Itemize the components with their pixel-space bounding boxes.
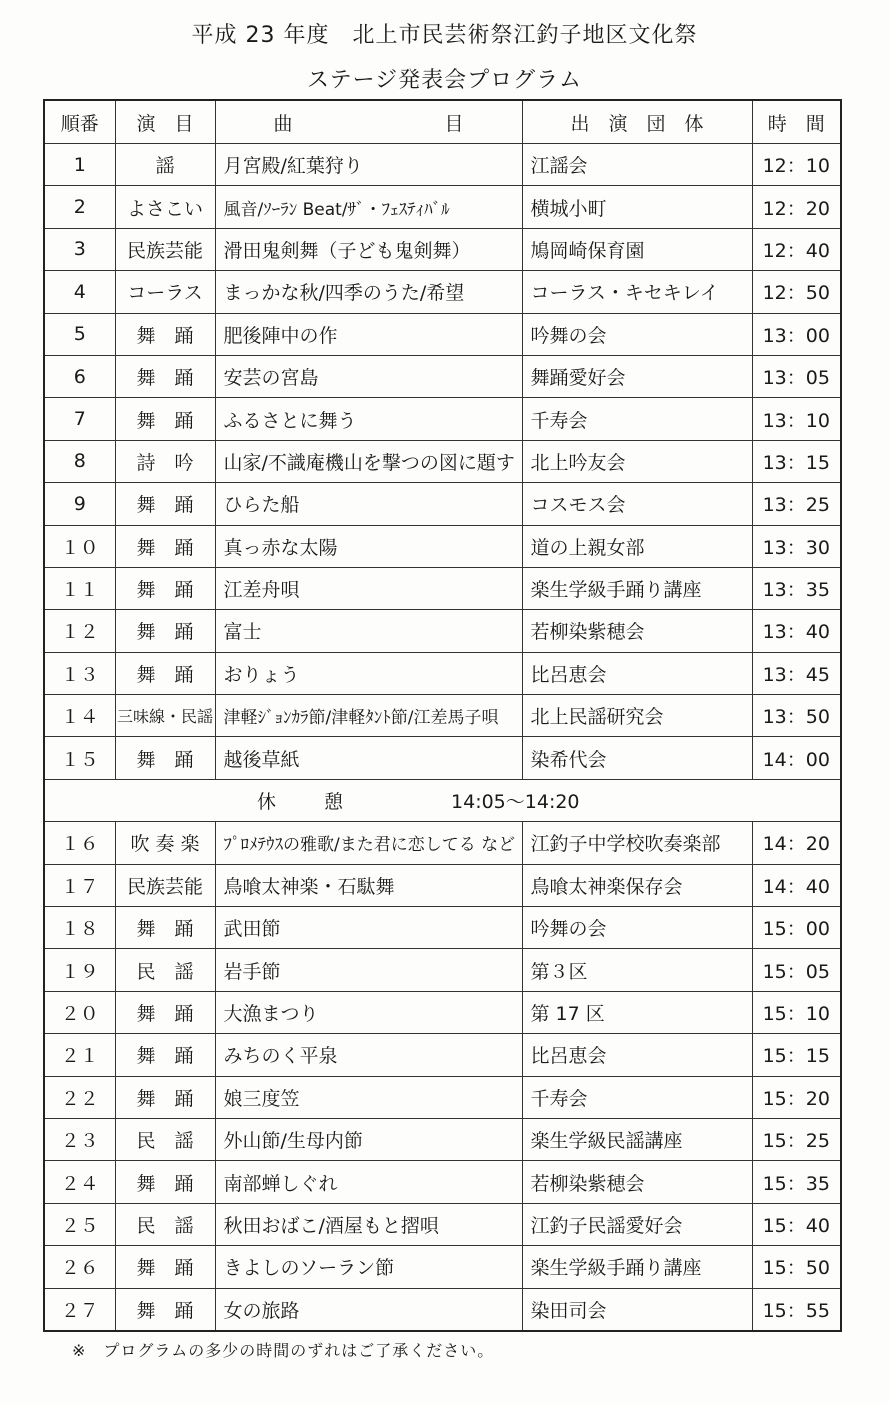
table-row [44,695,841,737]
event-cell: 吹 奏 楽 [115,822,215,864]
table-row [44,525,841,567]
time-cell: 15：20 [752,1076,841,1118]
time-cell: 13：40 [752,610,841,652]
time-cell: 14：00 [752,737,841,779]
music-cell: 風音/ｿｰﾗﾝ Beat/ｻﾞ・ﾌｪｽﾃｨﾊﾞﾙ [215,186,522,228]
music-cell: 武田節 [215,907,522,949]
event-cell: 舞 踊 [115,398,215,440]
event-cell: 舞 踊 [115,652,215,694]
time-cell: 15：40 [752,1203,841,1245]
table-row [44,271,841,313]
header-performer: 出 演 団 体 [522,100,752,144]
music-cell: 山家/不識庵機山を撃つの図に題す [215,440,522,482]
order-cell: 2 [44,186,115,228]
event-cell: 舞 踊 [115,355,215,397]
table-row [44,1161,841,1203]
performer-cell: 道の上親女部 [522,525,752,567]
music-cell: 岩手節 [215,949,522,991]
music-cell: おりょう [215,652,522,694]
time-cell: 13：25 [752,483,841,525]
event-cell: 舞 踊 [115,991,215,1033]
time-cell: 15：50 [752,1246,841,1288]
performer-cell: 染田司会 [522,1288,752,1331]
performer-cell: 楽生学級手踊り講座 [522,567,752,609]
table-row [44,907,841,949]
performer-cell: 千寿会 [522,398,752,440]
order-cell: ２３ [44,1118,115,1160]
music-cell: ふるさとに舞う [215,398,522,440]
music-cell: 津軽ｼﾞｮﾝｶﾗ節/津軽ﾀﾝﾄ節/江差馬子唄 [215,695,522,737]
table-row [44,991,841,1033]
time-cell: 15：35 [752,1161,841,1203]
event-cell: 舞 踊 [115,610,215,652]
performer-cell: コスモス会 [522,483,752,525]
table-row [44,822,841,864]
time-cell: 15：15 [752,1034,841,1076]
event-cell: 舞 踊 [115,1034,215,1076]
performer-cell: 鳩岡崎保育園 [522,228,752,270]
order-cell: 9 [44,483,115,525]
order-cell: 3 [44,228,115,270]
event-cell: 舞 踊 [115,525,215,567]
event-cell: 民族芸能 [115,228,215,270]
table-row [44,144,841,186]
event-cell: 舞 踊 [115,1246,215,1288]
event-cell: 舞 踊 [115,1076,215,1118]
order-cell: 4 [44,271,115,313]
music-cell: 安芸の宮島 [215,355,522,397]
performer-cell: 吟舞の会 [522,907,752,949]
performer-cell: 江釣子民謡愛好会 [522,1203,752,1245]
order-cell: 7 [44,398,115,440]
order-cell: １８ [44,907,115,949]
music-cell: みちのく平泉 [215,1034,522,1076]
performer-cell: 江謡会 [522,144,752,186]
music-cell: まっかな秋/四季のうた/希望 [215,271,522,313]
break-cell [44,779,841,821]
time-cell: 13：50 [752,695,841,737]
order-cell: ２０ [44,991,115,1033]
order-cell: ２５ [44,1203,115,1245]
performer-cell: 若柳染紫穂会 [522,1161,752,1203]
break-row [44,779,841,821]
performer-cell: 楽生学級手踊り講座 [522,1246,752,1288]
table-row [44,313,841,355]
time-cell: 15：25 [752,1118,841,1160]
time-cell: 12：20 [752,186,841,228]
order-cell: １０ [44,525,115,567]
time-cell: 13：15 [752,440,841,482]
table-row [44,1034,841,1076]
order-cell: １７ [44,864,115,906]
table-row [44,737,841,779]
music-cell: ﾌﾟﾛﾒﾃｳｽの雅歌/また君に恋してる など [215,822,522,864]
table-row [44,652,841,694]
order-cell: 1 [44,144,115,186]
event-cell: 舞 踊 [115,1288,215,1331]
order-cell: １１ [44,567,115,609]
event-cell: 舞 踊 [115,907,215,949]
performer-cell: 千寿会 [522,1076,752,1118]
table-row [44,355,841,397]
table-row [44,228,841,270]
order-cell: １３ [44,652,115,694]
music-cell: 月宮殿/紅葉狩り [215,144,522,186]
music-cell: 真っ赤な太陽 [215,525,522,567]
header-event: 演 目 [115,100,215,144]
time-cell: 12：10 [752,144,841,186]
order-cell: 5 [44,313,115,355]
order-cell: １６ [44,822,115,864]
time-cell: 13：05 [752,355,841,397]
event-cell: 舞 踊 [115,483,215,525]
time-cell: 12：40 [752,228,841,270]
table-row [44,1203,841,1245]
table-row [44,440,841,482]
music-cell: 大漁まつり [215,991,522,1033]
order-cell: ２４ [44,1161,115,1203]
table-row [44,567,841,609]
event-cell: 三味線・民謡 [115,695,215,737]
performer-cell: 第 17 区 [522,991,752,1033]
order-cell: ２６ [44,1246,115,1288]
performer-cell: 吟舞の会 [522,313,752,355]
performer-cell: 江釣子中学校吹奏楽部 [522,822,752,864]
event-cell: 舞 踊 [115,737,215,779]
music-cell: きよしのソーラン節 [215,1246,522,1288]
event-cell: 詩 吟 [115,440,215,482]
time-cell: 15：05 [752,949,841,991]
order-cell: １５ [44,737,115,779]
music-cell: 女の旅路 [215,1288,522,1331]
table-row [44,1118,841,1160]
break-label: 休憩 [257,791,392,814]
event-cell: 舞 踊 [115,567,215,609]
header-time: 時 間 [752,100,841,144]
header-order: 順番 [44,100,115,144]
event-cell: コーラス [115,271,215,313]
music-cell: 鳥喰太神楽・石駄舞 [215,864,522,906]
event-cell: よさこい [115,186,215,228]
performer-cell: 第３区 [522,949,752,991]
performer-cell: 若柳染紫穂会 [522,610,752,652]
performer-cell: 北上吟友会 [522,440,752,482]
order-cell: １２ [44,610,115,652]
music-cell: 肥後陣中の作 [215,313,522,355]
music-cell: 外山節/生母内節 [215,1118,522,1160]
footnote: ※ プログラムの多少の時間のずれはご了承ください。 [72,1341,495,1360]
document-subtitle: ステージ発表会プログラム [307,68,582,93]
document-title: 平成 23 年度 北上市民芸術祭江釣子地区文化祭 [191,23,698,48]
event-cell: 民 謡 [115,1203,215,1245]
event-cell: 舞 踊 [115,1161,215,1203]
time-cell: 15：10 [752,991,841,1033]
order-cell: １９ [44,949,115,991]
time-cell: 13：30 [752,525,841,567]
table-row [44,1288,841,1331]
program-table [43,99,842,1332]
time-cell: 13：35 [752,567,841,609]
performer-cell: 比呂恵会 [522,652,752,694]
event-cell: 民 謡 [115,1118,215,1160]
table-header-row [44,100,841,144]
order-cell: ２２ [44,1076,115,1118]
music-cell: 娘三度笠 [215,1076,522,1118]
music-cell: 越後草紙 [215,737,522,779]
time-cell: 14：40 [752,864,841,906]
event-cell: 舞 踊 [115,313,215,355]
time-cell: 13：00 [752,313,841,355]
order-cell: ２１ [44,1034,115,1076]
order-cell: 8 [44,440,115,482]
event-cell: 謡 [115,144,215,186]
table-row [44,610,841,652]
header-music: 曲 目 [215,100,522,144]
performer-cell: 鳥喰太神楽保存会 [522,864,752,906]
table-row [44,1076,841,1118]
time-cell: 12：50 [752,271,841,313]
music-cell: ひらた船 [215,483,522,525]
table-row [44,1246,841,1288]
performer-cell: 比呂恵会 [522,1034,752,1076]
music-cell: 富士 [215,610,522,652]
order-cell: 6 [44,355,115,397]
performer-cell: 北上民謡研究会 [522,695,752,737]
table-row [44,186,841,228]
table-row [44,949,841,991]
performer-cell: 横城小町 [522,186,752,228]
program-rows-first [44,144,841,780]
table-row [44,483,841,525]
performer-cell: コーラス・キセキレイ [522,271,752,313]
time-cell: 13：10 [752,398,841,440]
break-time: 14:05～14:20 [451,791,580,814]
performer-cell: 楽生学級民謡講座 [522,1118,752,1160]
order-cell: １４ [44,695,115,737]
time-cell: 15：55 [752,1288,841,1331]
music-cell: 南部蝉しぐれ [215,1161,522,1203]
table-row [44,398,841,440]
event-cell: 民族芸能 [115,864,215,906]
table-row [44,864,841,906]
music-cell: 秋田おばこ/酒屋もと摺唄 [215,1203,522,1245]
time-cell: 14：20 [752,822,841,864]
performer-cell: 染希代会 [522,737,752,779]
music-cell: 江差舟唄 [215,567,522,609]
event-cell: 民 謡 [115,949,215,991]
performer-cell: 舞踊愛好会 [522,355,752,397]
music-cell: 滑田鬼剣舞（子ども鬼剣舞） [215,228,522,270]
program-rows-second [44,822,841,1331]
time-cell: 15：00 [752,907,841,949]
time-cell: 13：45 [752,652,841,694]
order-cell: ２７ [44,1288,115,1331]
